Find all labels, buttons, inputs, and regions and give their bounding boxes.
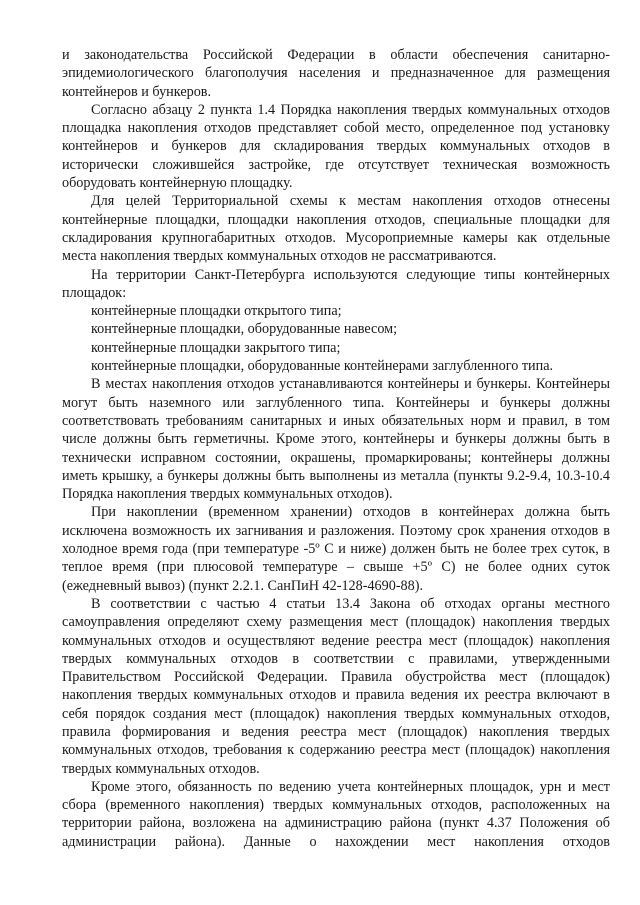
paragraph-registry: В соответствии с частью 4 статьи 13.4 Закона об отходах органы местного самоуправления определяют схему размещения мест (площадок) накопления твердых коммунальных отходов и осуществляют ведение реестра мест (площадок) накопления твердых коммунальных отходов в соответствии с правилами, утвержденными Правительством Российской Федерации. Правила обустройства мест (площадок) накопления твердых коммунальных отходов и правила ведения их реестра включают в себя порядок создания мест (площадок) накопления твердых коммунальных отходов, правила формирования и ведения реестра мест (площадок) накопления твердых коммунальных отходов, требования к содержанию реестра мест (площадок) накопления твердых коммунальных отходов.: [62, 595, 610, 777]
list-item: контейнерные площадки открытого типа;: [91, 303, 342, 320]
paragraph-district-administration: Кроме этого, обязанность по ведению учета контейнерных площадок, урн и мест сбора (временного накопления) твердых коммунальных отходов, расположенных на территории района, возложена на администрацию района (пункт 4.37 Положения об администрации района). Данные о нахождении мест накопления отходов: [62, 778, 610, 850]
paragraph-continuation: и законодательства Российской Федерации в области обеспечения санитарно-эпидемиологического благополучия населения и предназначенное для размещения контейнеров и бункеров.: [62, 47, 610, 100]
paragraph-containers-requirements: В местах накопления отходов устанавливаются контейнеры и бункеры. Контейнеры могут быть наземного или заглубленного типа. Контейнеры и бункеры должны соответствовать требованиям санитарных и иных обязательных норм и правил, в том числе должны быть герметичны. Кроме этого, контейнеры и бункеры должны быть в технически исправном состоянии, окрашены, промаркированы; контейнеры должны иметь крышку, а бункеры должны быть выполнены из металла (пункты 9.2-9.4, 10.3-10.4 Порядка накопления твердых коммунальных отходов).: [62, 376, 610, 503]
paragraph-storage-terms: При накоплении (временном хранении) отходов в контейнерах должна быть исключена возможность их загнивания и разложения. Поэтому срок хранения отходов в холодное время года (при температуре -5º С и ниже) должен быть не более трех суток, в теплое время (при плюсовой температуре – свыше +5º С) не более одних суток (ежедневный вывоз) (пункт 2.2.1. СанПиН 42-128-4690-88).: [62, 504, 610, 594]
document-page: [62, 46, 610, 851]
list-item: контейнерные площадки, оборудованные контейнерами заглубленного типа.: [91, 358, 554, 375]
paragraph-platform-types-intro: На территории Санкт-Петербурга используются следующие типы контейнерных площадок:: [62, 266, 610, 301]
list-item: контейнерные площадки закрытого типа;: [91, 339, 341, 356]
paragraph-territorial-scheme: Для целей Территориальной схемы к местам накопления отходов отнесены контейнерные площадки, площадки накопления отходов, специальные площадки для складирования крупногабаритных отходов. Мусороприемные камеры как отдельные места накопления твердых коммунальных отходов не рассматриваются.: [62, 193, 610, 265]
list-item: контейнерные площадки, оборудованные навесом;: [91, 321, 398, 338]
paragraph-platform-definition: Согласно абзацу 2 пункта 1.4 Порядка накопления твердых коммунальных отходов площадка накопления отходов представляет собой место, определенное под установку контейнеров и бункеров для складирования твердых коммунальных отходов в исторически сложившейся застройке, где отсутствует техническая возможность оборудовать контейнерную площадку.: [62, 101, 610, 192]
